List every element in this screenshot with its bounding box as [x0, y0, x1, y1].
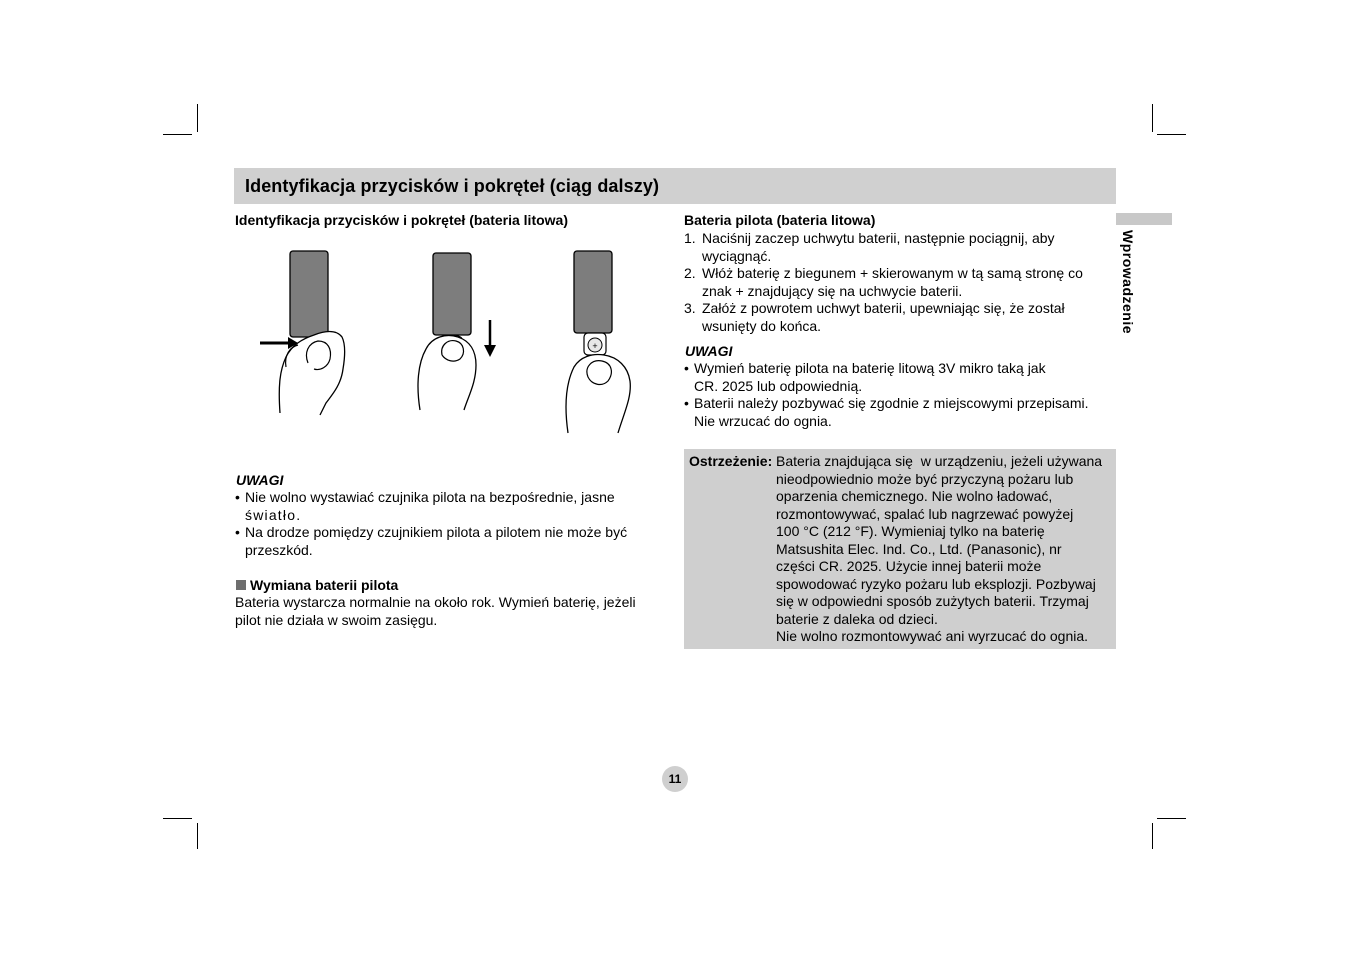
side-tab-marker	[1116, 213, 1172, 225]
remote-hand-figure-1	[260, 251, 345, 415]
crop-mark	[1157, 818, 1186, 819]
battery-replacement-heading: Wymiana baterii pilota	[236, 577, 398, 593]
battery-replacement-text: Bateria wystarcza normalnie na około rok. Wymień baterię, jeżeli pilot nie działa w swoim zasięgu.	[235, 594, 636, 628]
list-item: • Wymień baterię pilota na baterię litową 3V mikro taką jak CR. 2025 lub odpowiednią.	[684, 360, 1046, 394]
list-item: • Nie wolno wystawiać czujnika pilota na bezpośrednie, jasne światło.	[235, 489, 615, 523]
left-subheading: Identyfikacja przycisków i pokręteł (bateria litowa)	[235, 212, 568, 228]
crop-mark	[197, 823, 198, 849]
crop-mark	[1157, 134, 1186, 135]
bullet: •	[684, 360, 689, 376]
battery-illustration	[250, 245, 650, 440]
left-notes-list	[235, 489, 665, 559]
warning-label: Ostrzeżenie:	[689, 453, 773, 469]
section-header	[234, 168, 1116, 204]
page-number: 11	[662, 766, 688, 792]
side-tab-label: Wprowadzenie	[1120, 230, 1136, 335]
square-bullet-icon	[236, 580, 246, 590]
crop-mark	[1152, 104, 1153, 132]
bullet: •	[235, 489, 240, 505]
warning-box	[684, 449, 1116, 649]
page-title: Identyfikacja przycisków i pokręteł (ciąg dalszy)	[245, 176, 660, 196]
bullet: •	[684, 395, 689, 411]
crop-mark	[197, 104, 198, 132]
list-item: 2. Włóż baterię z biegunem + skierowanym w tą samą stronę co znak + znajdujący się na uchwycie baterii.	[684, 265, 1083, 299]
list-item: • Baterii należy pozbywać się zgodnie z miejscowymi przepisami. Nie wrzucać do ognia.	[684, 395, 1089, 429]
right-notes-list	[684, 360, 1114, 430]
list-item: • Na drodze pomiędzy czujnikiem pilota a pilotem nie może być przeszkód.	[235, 524, 628, 558]
left-notes-heading: UWAGI	[236, 472, 284, 488]
right-heading: Bateria pilota (bateria litowa)	[684, 212, 876, 228]
right-notes-heading: UWAGI	[685, 343, 733, 359]
list-item: 3. Załóż z powrotem uchwyt baterii, upewniając się, że został wsunięty do końca.	[684, 300, 1065, 334]
list-item: 1. Naciśnij zaczep uchwytu baterii, następnie pociągnij, aby wyciągnąć.	[684, 230, 1055, 264]
warning-text: Bateria znajdująca się w urządzeniu, jeżeli używana nieodpowiednio może być przyczyną pożaru lub oparzenia chemicznego. Nie wolno ładować, rozmontowywać, spalać lub nagrzewać powyżej 100 °C (212 °F). Wymieniaj tylko na baterię Matsushita Elec. Ind. Co., Ltd. (Panasonic), nr części CR. 2025. Użycie innej baterii może spowodować ryzyko pożaru lub eksplozji. Pozbywaj się w odpowiedni sposób zużytych baterii. Trzymaj baterie z daleka od dzieci. Nie wolno rozmontowywać ani wyrzucać do ognia.	[776, 453, 1103, 644]
crop-mark	[163, 134, 192, 135]
bullet: •	[235, 524, 240, 540]
steps-list	[684, 230, 1114, 335]
crop-mark	[1152, 823, 1153, 849]
battery-plus-symbol: +	[592, 341, 598, 351]
crop-mark	[163, 818, 192, 819]
remote-hand-figure-2	[418, 253, 496, 410]
remote-hand-figure-3	[566, 251, 630, 433]
